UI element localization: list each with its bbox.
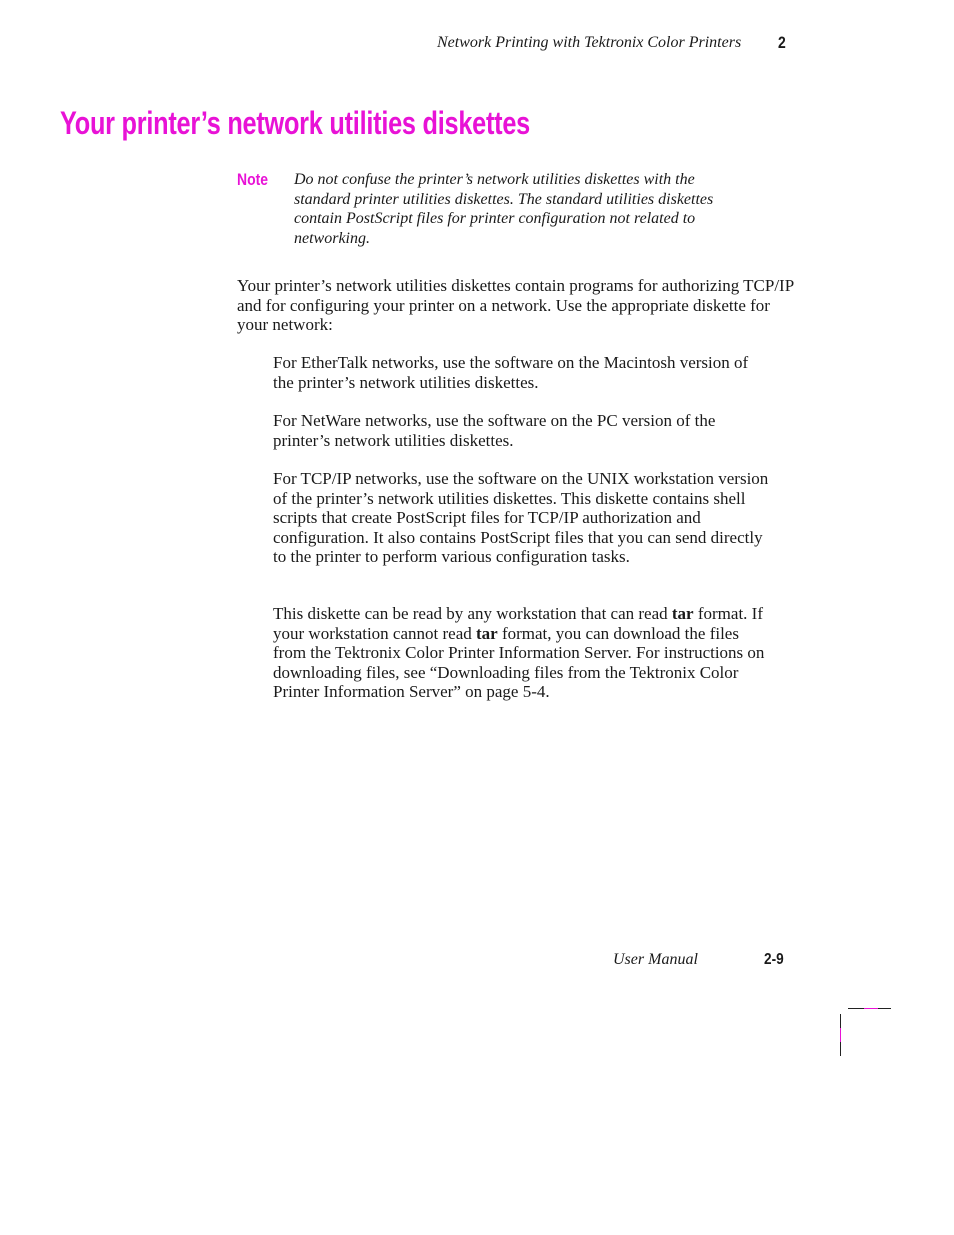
tar-command: tar xyxy=(671,604,694,623)
tar-text-3: format, you can download the files from the Tektronix Color Printer Information Server. For instructions on downloading files, see “Downloading files from the Tektronix Color Printer Information Server” on page 5-4. xyxy=(273,623,765,701)
tar-paragraph xyxy=(273,604,773,702)
ethertalk-paragraph: For EtherTalk networks, use the software on the Macintosh version of the printer’s network utilities diskettes. xyxy=(273,353,749,392)
note-label: Note xyxy=(237,170,268,189)
tar-command-2: tar xyxy=(476,623,498,643)
netware-paragraph: For NetWare networks, use the software on the PC version of the printer’s network utilities diskettes. xyxy=(273,411,716,450)
tar-text-2: format. If your workstation cannot read xyxy=(273,604,763,643)
crop-mark-vertical-accent xyxy=(840,1028,841,1042)
crop-mark-horizontal-accent xyxy=(864,1008,878,1009)
note-text: Do not confuse the printer’s network utilities diskettes with the standard printer utilities diskettes. The standard utilities diskettes contain PostScript files for printer configuration not related to networking. xyxy=(294,171,714,247)
section-title: Your printer’s network utilities diskettes xyxy=(60,105,531,141)
footer-label: User Manual xyxy=(613,951,698,968)
tcpip-paragraph: For TCP/IP networks, use the software on the UNIX workstation version of the printer’s network utilities diskettes. This diskette contains shell scripts that create PostScript files for TCP/IP authorization and configuration. It also contains PostScript files that you can send directly to the printer to perform various configuration tasks. xyxy=(273,469,769,566)
page-number: 2-9 xyxy=(764,951,784,968)
intro-paragraph: Your printer’s network utilities diskettes contain programs for authorizing TCP/IP and for configuring your printer on a network. Use the appropriate diskette for your network: xyxy=(237,276,794,335)
tar-text-1: This diskette can be read by any workstation that can read xyxy=(273,604,672,623)
chapter-number: 2 xyxy=(778,33,786,52)
running-header-title: Network Printing with Tektronix Color Printers xyxy=(437,34,742,51)
